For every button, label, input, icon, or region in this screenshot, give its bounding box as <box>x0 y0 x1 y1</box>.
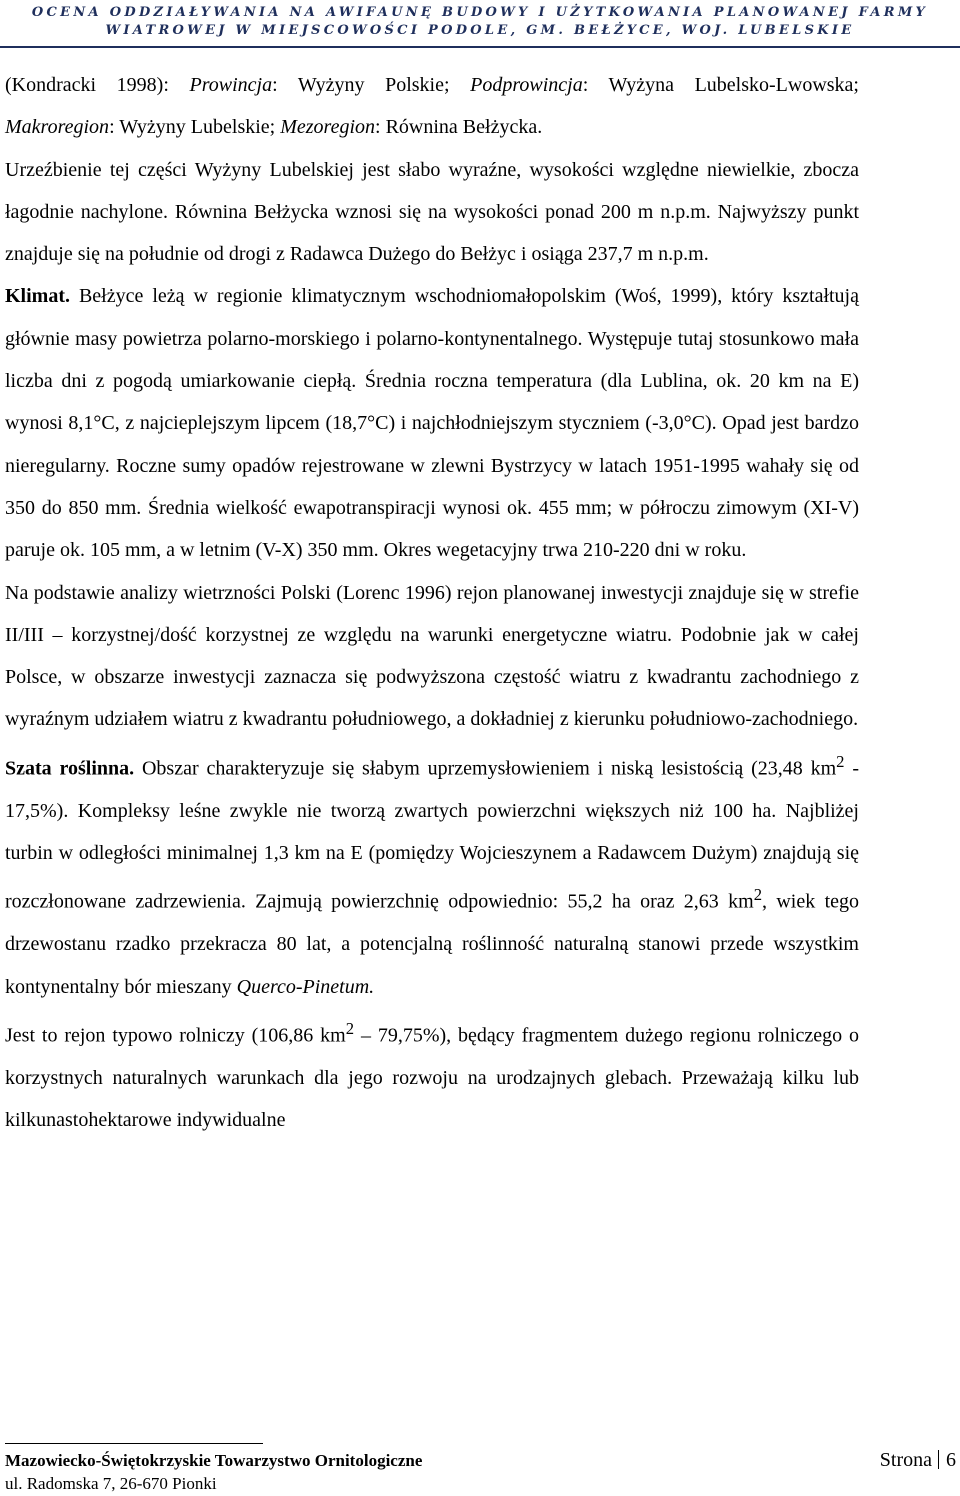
page-separator <box>938 1450 939 1469</box>
text-span: : Wyżyna Lubelsko-Lwowska; <box>582 74 859 96</box>
heading-klimat: Klimat. <box>5 285 70 308</box>
text-span: : Wyżyny Lubelskie; <box>109 116 281 139</box>
paragraph-regions <box>5 64 859 149</box>
paragraph-agriculture <box>5 1008 859 1142</box>
footer-address: ul. Radomska 7, 26-670 Pionki <box>5 1474 217 1493</box>
text-span: - 17,5%). Kompleksy leśne zwykle nie tworzą zwartych powierzchni większych niż 100 ha. Najbliżej turbin w odległości minimalnej 1,3 km na E (pomiędzy Wojcieszynem a Radawcem Dużym) znajdują się rozczłonowane zadrzewienia. Zajmują powierzchnię odpowiednio: 55,2 ha oraz 2,63 km <box>5 757 859 913</box>
paragraph-vegetation <box>5 741 859 1008</box>
footer-publisher <box>5 1449 422 1495</box>
text-span: (Kondracki 1998): <box>5 74 190 96</box>
text-span: : Równina Bełżycka. <box>375 116 543 139</box>
text-span: – 79,75%), będący fragmentem dużego regionu rolniczego o korzystnych naturalnych warunkach dla jego rozwoju na urodzajnych glebach. Przeważają kilku lub kilkunastohektarowe indywidualne <box>5 1024 859 1132</box>
footer-organization: Mazowiecko-Świętokrzyskie Towarzystwo Ornitologiczne <box>5 1451 423 1470</box>
paragraph-climate <box>5 275 859 571</box>
superscript: 2 <box>345 1018 355 1038</box>
term-querco-pinetum: Querco-Pinetum. <box>236 975 375 998</box>
heading-szata-roslinna: Szata roślinna. <box>5 757 135 780</box>
header-line-2: WIATROWEJ W MIEJSCOWOŚCI PODOLE, GM. BEŁŻYCE, WOJ. LUBELSKIE <box>105 23 855 38</box>
text-span: , wiek tego drzewostanu rzadko przekracza 80 lat, a potencjalną roślinność naturalną stanowi przede wszystkim kontynentalny bór mieszany <box>5 890 860 998</box>
text-span: Bełżyce leżą w regionie klimatycznym wschodniomałopolskim (Woś, 1999), który kształtują głównie masy powietrza polarno-morskiego i polarno-kontynentalnego. Występuje tutaj stosunkowo mała liczba dni z pogodą umiarkowanie ciepłą. Średnia roczna temperatura (dla Lublina, ok. 20 km na E) wynosi 8,1°C, z najcieplejszym lipcem (18,7°C) i najchłodniejszym styczniem (-3,0°C). Opad jest bardzo nieregularny. Roczne sumy opadów rejestrowane w zlewni Bystrzycy w latach 1951-1995 wahały się od 350 do 850 mm. Średnia wielkość ewapotranspiracji wynosi ok. 455 mm; w półroczu zimowym (XI-V) paruje ok. 105 mm, a w letnim (V-X) 350 mm. Okres wegetacyjny trwa 210-220 dni w roku. <box>5 285 859 562</box>
page-number: 6 <box>946 1449 956 1471</box>
document-body <box>5 64 859 1141</box>
header-rule <box>0 46 960 48</box>
running-header <box>0 4 960 40</box>
text-span: Obszar charakteryzuje się słabym uprzemysłowieniem i niską lesistością (23,48 km <box>134 757 837 780</box>
term-prowincja: Prowincja <box>189 74 273 96</box>
text-span: : Wyżyny Polskie; <box>272 74 471 96</box>
term-podprowincja: Podprowincja <box>470 74 583 96</box>
term-makroregion: Makroregion <box>5 116 110 139</box>
paragraph-relief: Urzeźbienie tej części Wyżyny Lubelskiej jest słabo wyraźne, wysokości względne niewielkie, zbocza łagodnie nachylone. Równina Bełżycka wznosi się na wysokości ponad 200 m n.p.m. Najwyższy punkt znajduje się na południe od drogi z Radawca Dużego do Bełżyc i osiąga 237,7 m n.p.m. <box>5 158 859 266</box>
page-label: Strona <box>879 1449 932 1471</box>
text-span: Jest to rejon typowo rolniczy (106,86 km <box>5 1024 346 1047</box>
header-line-1: OCENA ODDZIAŁYWANIA NA AWIFAUNĘ BUDOWY I UŻYTKOWANIA PLANOWANEJ FARMY <box>31 5 929 20</box>
superscript: 2 <box>836 751 845 771</box>
footer-rule <box>5 1443 263 1444</box>
page-number-block <box>880 1449 956 1472</box>
paragraph-wind: Na podstawie analizy wietrzności Polski (Lorenc 1996) rejon planowanej inwestycji znajduje się w strefie II/III – korzystnej/dość korzystnej ze względu na warunki energetyczne wiatru. Podobnie jak w całej Polsce, w obszarze inwestycji zaznacza się podwyższona częstość wiatru z kwadrantu zachodniego z wyraźnym udziałem wiatru z kwadrantu południowego, a dokładniej z kierunku południowo-zachodniego. <box>5 581 859 731</box>
superscript: 2 <box>753 885 763 905</box>
term-mezoregion: Mezoregion <box>280 116 376 139</box>
